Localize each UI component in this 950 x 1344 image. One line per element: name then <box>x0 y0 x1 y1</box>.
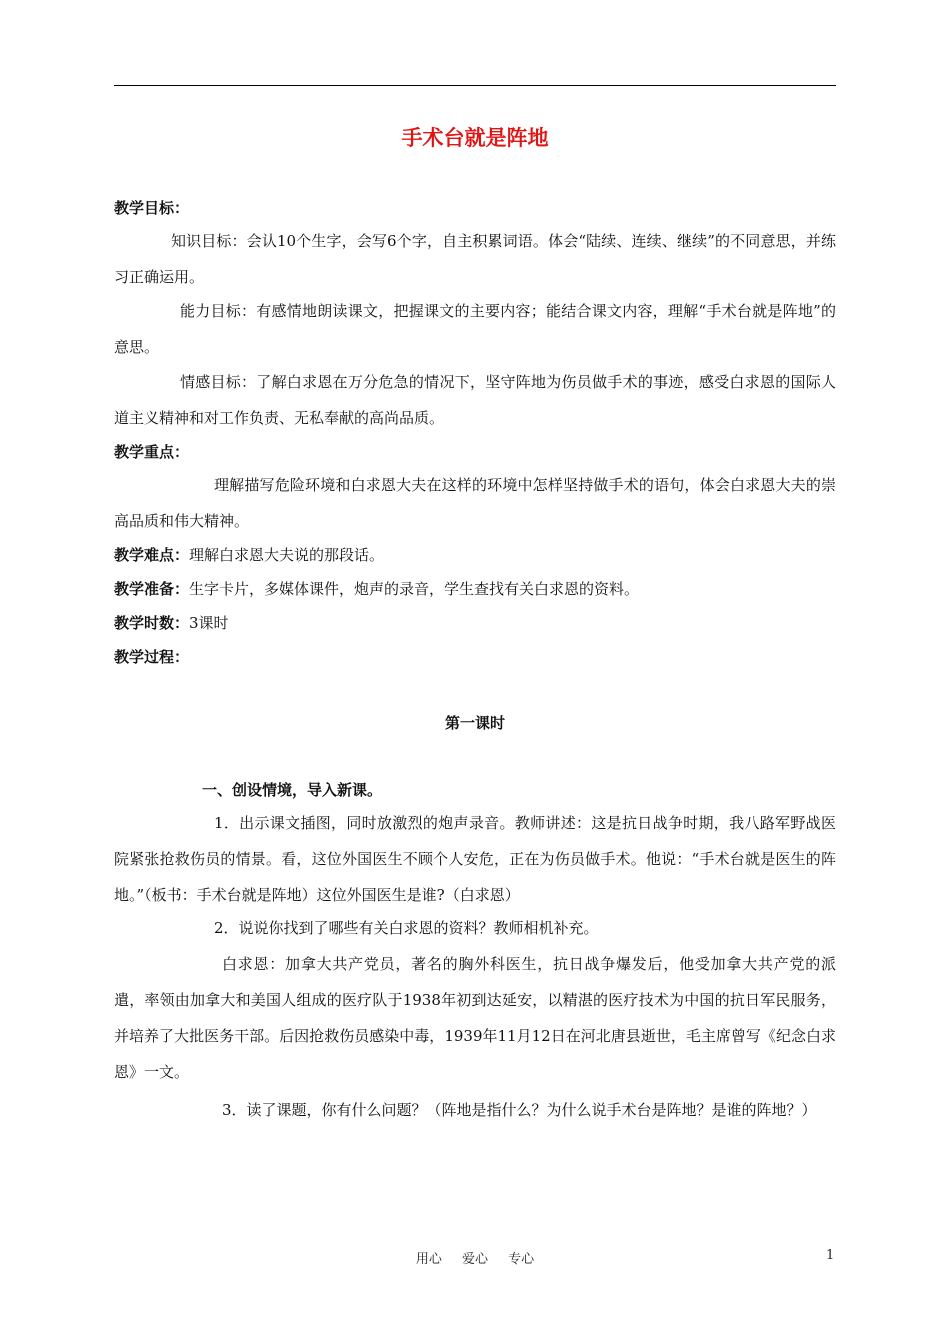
objective-knowledge: 知识目标：会认10个生字，会写6个字，自主积累词语。体会“陆续、连续、继续”的不同意思，并练习正确运用。 <box>114 232 836 286</box>
key-points-text: 理解描写危险环境和白求恩大夫在这样的环境中怎样坚持做手术的语句，体会白求恩大夫的崇高品质和伟大精神。 <box>114 476 836 530</box>
objective-emotion: 情感目标：了解白求恩在万分危急的情况下，坚守阵地为伤员做手术的事迹，感受白求恩的国际人道主义精神和对工作负责、无私奉献的高尚品质。 <box>114 373 836 427</box>
key-points-heading: 教学重点： <box>114 443 190 461</box>
footer-motto-2: 爱心 <box>461 1252 488 1267</box>
process-heading: 教学过程： <box>114 648 190 666</box>
preparation-line <box>114 571 836 607</box>
difficulty-heading: 教学难点： <box>114 546 190 564</box>
preparation-text: 生字卡片，多媒体课件，炮声的录音，学生查找有关白求恩的资料。 <box>189 580 640 598</box>
bethune-info: 白求恩：加拿大共产党员，著名的胸外科医生，抗日战争爆发后，他受加拿大共产党的派遣，率领由加拿大和美国人组成的医疗队于1938年初到达延安，以精湛的医疗技术为中国的抗日军民服务，并培养了大批医务干部。后因抢救伤员感染中毒，1939年11月12日在河北唐县逝世，毛主席曾写《纪念白求恩》一文。 <box>114 955 836 1081</box>
document-title: 手术台就是阵地 <box>401 126 549 150</box>
header-rule <box>114 85 836 86</box>
footer-motto-1: 用心 <box>415 1252 442 1267</box>
hours-line <box>114 605 836 641</box>
step-one-item-2: 2．说说你找到了哪些有关白求恩的资料？教师相机补充。 <box>214 919 599 937</box>
hours-heading: 教学时数： <box>114 614 190 632</box>
step-one-heading: 一、创设情境，导入新课。 <box>202 781 383 799</box>
objective-ability: 能力目标：有感情地朗读课文，把握课文的主要内容；能结合课文内容，理解“手术台就是阵地”的意思。 <box>114 302 836 356</box>
hours-text: 3课时 <box>189 614 229 632</box>
difficulty-line <box>114 537 836 573</box>
lesson-one-heading: 第一课时 <box>444 714 505 732</box>
step-one-item-1: 1．出示课文插图，同时放激烈的炮声录音。教师讲述：这是抗日战争时期，我八路军野战医院紧张抢救伤员的情景。看，这位外国医生不顾个人安危，正在为伤员做手术。他说：“手术台就是医生的阵地。”（板书：手术台就是阵地）这位外国医生是谁?（白求恩） <box>114 814 836 904</box>
footer-motto-3: 专心 <box>508 1252 535 1267</box>
preparation-heading: 教学准备： <box>114 580 190 598</box>
difficulty-text: 理解白求恩大夫说的那段话。 <box>189 546 385 564</box>
objectives-heading: 教学目标： <box>114 199 190 217</box>
footer-motto <box>0 1248 950 1267</box>
step-one-item-3: 3．读了课题，你有什么问题？（阵地是指什么？为什么说手术台是阵地？是谁的阵地？） <box>222 1101 817 1119</box>
page-number: 1 <box>826 1248 835 1263</box>
